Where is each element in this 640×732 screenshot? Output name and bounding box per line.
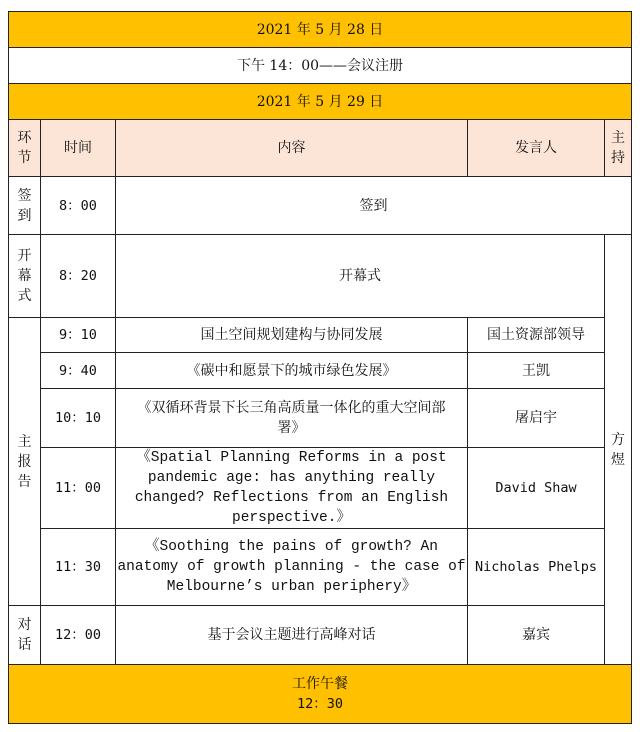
- time-cell: 8：20: [41, 235, 116, 318]
- speaker-cell: 国土资源部领导: [468, 318, 605, 353]
- lunch-cell: [9, 665, 632, 724]
- table-row-keynote: [9, 318, 632, 353]
- day1-date-row: [9, 12, 632, 48]
- lunch-title: 工作午餐: [292, 676, 349, 692]
- conference-agenda-table: [8, 11, 632, 724]
- table-row-keynote: [9, 448, 632, 529]
- table-row-dialogue: [9, 606, 632, 665]
- day1-event-row: [9, 48, 632, 84]
- table-header-row: [9, 120, 632, 177]
- content-cell: 《双循环背景下长三角高质量一体化的重大空间部署》: [116, 389, 468, 448]
- time-cell: 9：10: [41, 318, 116, 353]
- day2-date: 2021 年 5 月 29 日: [9, 84, 632, 120]
- table-row-keynote: [9, 529, 632, 606]
- day2-date-row: [9, 84, 632, 120]
- speaker-cell: 屠启宇: [468, 389, 605, 448]
- time-cell: 9：40: [41, 353, 116, 389]
- content-cell: 《Spatial Planning Reforms in a post pandemic age: has anything really changed? Reflections from an English perspective.》: [116, 448, 468, 529]
- content-cell: 国土空间规划建构与协同发展: [116, 318, 468, 353]
- speaker-cell: 王凯: [468, 353, 605, 389]
- table-row-keynote: [9, 389, 632, 448]
- content-cell: 开幕式: [116, 235, 605, 318]
- day1-date: 2021 年 5 月 28 日: [9, 12, 632, 48]
- lunch-row: [9, 665, 632, 724]
- header-speaker: 发言人: [468, 120, 605, 177]
- section-keynote: 主 报 告: [9, 318, 41, 606]
- table-row-checkin: [9, 177, 632, 235]
- time-cell: 12：00: [41, 606, 116, 665]
- content-cell: 签到: [116, 177, 632, 235]
- speaker-cell: 嘉宾: [468, 606, 605, 665]
- time-cell: 10：10: [41, 389, 116, 448]
- section-checkin: 签 到: [9, 177, 41, 235]
- day1-registration: 下午 14：00——会议注册: [9, 48, 632, 84]
- time-cell: 8：00: [41, 177, 116, 235]
- lunch-time: 12：30: [297, 696, 344, 712]
- content-cell: 基于会议主题进行高峰对话: [116, 606, 468, 665]
- header-host: 主 持: [605, 120, 632, 177]
- speaker-cell: David Shaw: [468, 448, 605, 529]
- header-section: 环 节: [9, 120, 41, 177]
- host-name: 方 煜: [605, 235, 632, 665]
- table-row-keynote: [9, 353, 632, 389]
- time-cell: 11：30: [41, 529, 116, 606]
- time-cell: 11：00: [41, 448, 116, 529]
- content-cell: 《碳中和愿景下的城市绿色发展》: [116, 353, 468, 389]
- section-dialogue: 对 话: [9, 606, 41, 665]
- table-row-opening: [9, 235, 632, 318]
- speaker-cell: Nicholas Phelps: [468, 529, 605, 606]
- header-time: 时间: [41, 120, 116, 177]
- section-opening: 开 幕 式: [9, 235, 41, 318]
- content-cell: 《Soothing the pains of growth? An anatomy of growth planning - the case of Melbourne’s urban periphery》: [116, 529, 468, 606]
- header-content: 内容: [116, 120, 468, 177]
